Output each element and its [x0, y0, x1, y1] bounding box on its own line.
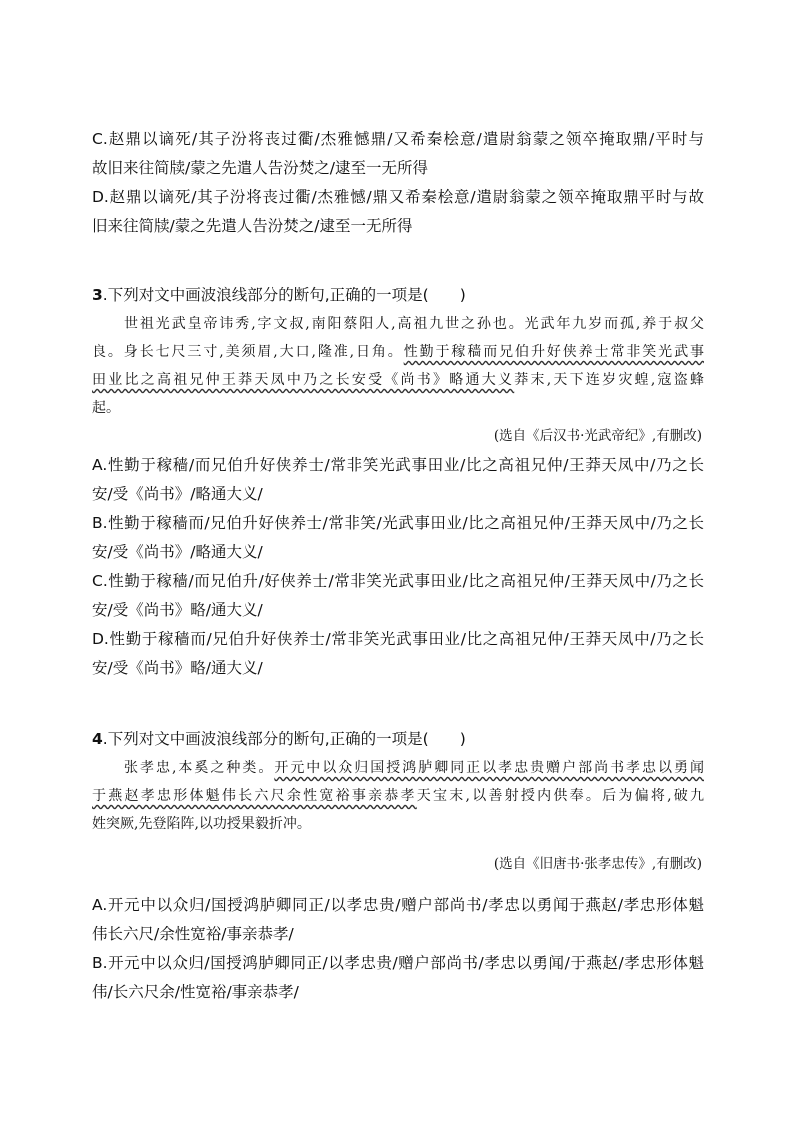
- q4-passage-line1: [124, 757, 704, 779]
- q3-option-c-line1: C.性勤于稼穑/而兄伯升/好侠养士/常非笑光武事田业/比之高祖兄仲/王莽天凤中/乃之长: [92, 572, 704, 590]
- q3-source: (选自《后汉书·光武帝纪》,有删改): [493, 428, 702, 444]
- q3-wavy-segment-2: 田业比之高祖兄仲王莽天凤中乃之长安受《尚书》略通大义: [92, 372, 515, 388]
- q4-option-a-line2: 伟长六尺/余性宽裕/事亲恭孝/: [92, 925, 294, 943]
- q4-passage-line3: 姓突厥,先登陷阵,以功授果毅折冲。: [92, 816, 311, 832]
- q3-option-a-line2: 安/受《尚书》/略通大义/: [92, 485, 263, 503]
- q3-title-text: .下列对文中画波浪线部分的断句,正确的一项是( ): [102, 286, 466, 304]
- q3-passage-line3: [92, 369, 704, 391]
- q3-title: [92, 284, 704, 306]
- q3-wavy-segment-1: 性勤于稼穑而兄伯升好侠养士常非笑光武事: [403, 344, 704, 360]
- q3-number: 3: [92, 286, 103, 304]
- q4-wavy-segment-1: 开元中以众归国授鸿胪卿同正以孝忠贵赠户部尚书孝忠以勇闻: [274, 760, 704, 776]
- q3-option-b-line1: B.性勤于稼穑而/兄伯升好侠养士/常非笑/光武事田业/比之高祖兄仲/王莽天凤中/乃之长: [92, 514, 704, 532]
- q4-option-b-line2: 伟/长六尺余/性宽裕/事亲恭孝/: [92, 983, 299, 1001]
- q2-option-d-line1: D.赵鼎以谪死/其子汾将丧过衢/杰雅憾/鼎又希秦桧意/遣尉翁蒙之领卒掩取鼎平时与故: [92, 188, 704, 206]
- q2-option-d-line2: 旧来往简牍/蒙之先遣人告汾焚之/逮至一无所得: [92, 217, 413, 235]
- q3-option-b-line2: 安/受《尚书》/略通大义/: [92, 543, 263, 561]
- q4-wavy-segment-2: 于燕赵孝忠形体魁伟长六尺余性宽裕事亲恭孝: [92, 788, 417, 804]
- q3-passage-line3-plain: 莽末,天下连岁灾蝗,寇盗蜂: [514, 372, 705, 388]
- q2-option-c-line1: C.赵鼎以谪死/其子汾将丧过衢/杰雅憾鼎/又希秦桧意/遣尉翁蒙之领卒掩取鼎/平时与: [92, 130, 704, 148]
- q4-passage-line1-plain: 张孝忠,本奚之种类。: [124, 760, 275, 776]
- q4-passage-line2-plain: 天宝末,以善射授内供奉。后为偏将,破九: [416, 788, 705, 804]
- q3-option-c-line2: 安/受《尚书》略/通大义/: [92, 601, 263, 619]
- q4-passage-line2: [92, 785, 704, 807]
- q4-title: [92, 728, 704, 750]
- q4-option-a-line1: A.开元中以众归/国授鸿胪卿同正/以孝忠贵/赠户部尚书/孝忠以勇闻于燕赵/孝忠形体魁: [92, 896, 704, 914]
- q4-source: (选自《旧唐书·张孝忠传》,有删改): [493, 856, 702, 872]
- q3-passage-line2: [92, 341, 704, 363]
- q2-option-c-line2: 故旧来往简牍/蒙之先遣人告汾焚之/逮至一无所得: [92, 159, 428, 177]
- q3-option-d-line1: D.性勤于稼穑而/兄伯升好侠养士/常非笑光武事田业/比之高祖兄仲/王莽天凤中/乃之长: [92, 630, 704, 648]
- q4-number: 4: [92, 730, 103, 748]
- q3-option-a-line1: A.性勤于稼穑/而兄伯升好侠养士/常非笑光武事田业/比之高祖兄仲/王莽天凤中/乃之长: [92, 456, 704, 474]
- q4-title-text: .下列对文中画波浪线部分的断句,正确的一项是( ): [102, 730, 466, 748]
- q3-option-d-line2: 安/受《尚书》略/通大义/: [92, 659, 263, 677]
- q3-passage-line1: 世祖光武皇帝讳秀,字文叔,南阳蔡阳人,高祖九世之孙也。光武年九岁而孤,养于叔父: [124, 316, 704, 332]
- q3-passage-line2-plain: 良。身长七尺三寸,美须眉,大口,隆准,日角。: [92, 344, 404, 360]
- q4-option-b-line1: B.开元中以众归/国授鸿胪卿同正/以孝忠贵/赠户部尚书/孝忠以勇闻/于燕赵/孝忠形体魁: [92, 954, 704, 972]
- q3-passage-line4: 起。: [92, 400, 120, 416]
